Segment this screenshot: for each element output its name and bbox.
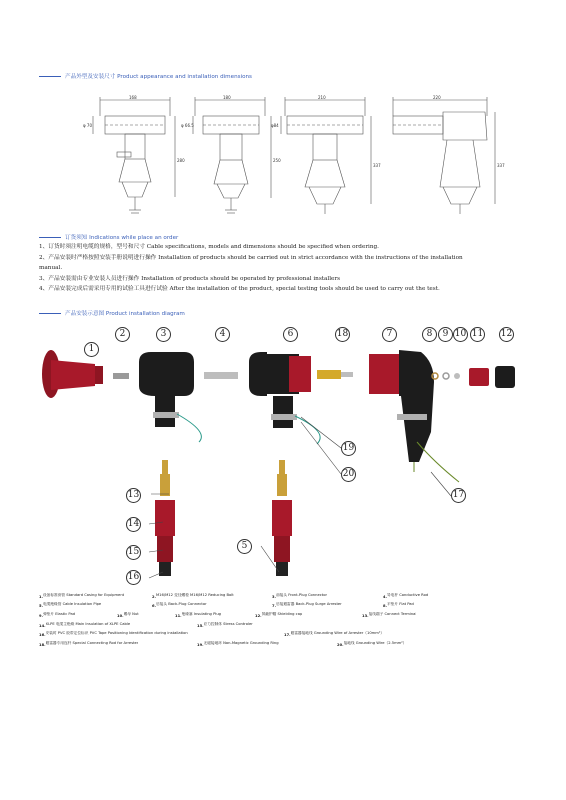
dimension-drawings <box>75 92 530 222</box>
legend-row <box>39 601 554 611</box>
callout-19: 19 <box>341 441 356 456</box>
callout-17: 17 <box>451 488 466 503</box>
legend-item: 13.接线端子 Connect Terminal <box>362 611 417 618</box>
callout-16: 16 <box>126 570 141 585</box>
leader-lines <box>149 417 451 578</box>
legend-item: 6.后接头 Back-Plug Connector <box>152 602 207 609</box>
callout-8: 8 <box>422 327 437 342</box>
order-notes <box>39 242 549 295</box>
installation-diagram-svg <box>39 322 549 584</box>
installation-diagram <box>39 322 549 584</box>
callout-6: 6 <box>283 327 298 342</box>
dim-d4-top: 220 <box>433 95 441 100</box>
conductive-rod-part <box>204 372 238 379</box>
legend-item: 8.平垫片 Flat Pad <box>383 602 414 609</box>
heading-dash <box>39 313 61 314</box>
section-heading-indications <box>39 233 178 241</box>
arrester-rod-part <box>317 370 353 379</box>
legend-row <box>39 620 554 630</box>
shielding-cap-part <box>495 366 515 388</box>
legend-item: 11.绝缘塞 Insulating Plug <box>175 611 221 618</box>
dim-d3-right: 337 <box>373 163 381 168</box>
dim-d1-top: 168 <box>129 95 137 100</box>
dim-d3-top: 210 <box>318 95 326 100</box>
dim-d2-top: 180 <box>223 95 231 100</box>
dim-d4-right: 337 <box>497 163 505 168</box>
section-heading-installation <box>39 309 185 317</box>
legend-item: 14.XLPE 电缆主绝缘 Main Insulation of XLPE Cable <box>39 621 131 628</box>
callout-5: 5 <box>237 539 252 554</box>
surge-arrester-part <box>369 350 459 482</box>
heading-dash <box>39 237 61 238</box>
callout-7: 7 <box>382 327 397 342</box>
callout-13: 13 <box>126 488 141 503</box>
legend-item: 15.应力控制体 Stress Controler <box>197 621 253 628</box>
legend-item: 2.M16/M12 变径螺栓 M16/M12 Reducing Bolt <box>152 592 234 599</box>
legend-item: 16.安装时 PVC 胶带定位标识 PVC Tape Positioning Identification during installation <box>39 631 188 638</box>
dimension-drawings-svg <box>75 92 530 222</box>
callout-20: 20 <box>341 467 356 482</box>
dim-d3-left: φ84 <box>271 123 279 128</box>
dim-d2-left: φ 66.5 <box>181 123 194 128</box>
legend-item: 12.屏蔽护帽 Shielding cap <box>255 611 303 618</box>
legend-row <box>39 629 554 639</box>
legend-item: 5.电缆绝缘管 Cable Insulation Pipe <box>39 602 102 609</box>
nut-part <box>454 373 460 379</box>
legend-item: 20.接地线 Grounding Wire（2.5mm²） <box>337 640 407 647</box>
legend-item: 1.设备标准套管 Standard Casing for Equipment <box>39 592 125 599</box>
note-line: 1、订货时须注明电缆的规格，型号和尺寸 Cable specifications, models and dimensions should be specified when ordering. <box>39 244 379 250</box>
front-plug-connector-part <box>139 352 201 576</box>
drawing-3 <box>271 95 381 214</box>
legend-item: 17.避雷器接地线 Grounding Wire of Arrester（10mm²） <box>284 631 385 638</box>
note-line: manual. <box>39 265 63 272</box>
elastic-pad-part <box>443 373 449 379</box>
legend-item: 4.导电杆 Conductive Rod <box>383 592 429 599</box>
back-plug-connector-part <box>249 352 320 576</box>
callout-9: 9 <box>438 327 453 342</box>
legend-item: 19.无磁接地环 Non-Magnetic Grounding Ring <box>197 640 279 647</box>
standard-casing-part <box>42 350 103 398</box>
note-line: 4、产品安装完成后需采用专用的试验工具进行试验 After the installation of the product, special testing tools should be used to carry out the test. <box>39 286 440 293</box>
drawing-4 <box>393 95 505 214</box>
legend-item: 7.后接避雷器 Back-Plug Surge Arrester <box>272 602 342 609</box>
legend-item: 9.弹垫片 Elastic Pad <box>39 611 76 618</box>
drawing-1 <box>83 95 185 213</box>
legend-item: 10.螺母 Nut <box>117 611 139 618</box>
legend-item: 3.前接头 Front-Plug Connector <box>272 592 327 599</box>
section-heading-appearance <box>39 72 252 80</box>
callout-14: 14 <box>126 517 141 532</box>
callout-4: 4 <box>215 327 230 342</box>
drawing-2 <box>181 95 281 213</box>
callout-1: 1 <box>84 342 99 357</box>
heading-text: 产品外型及安装尺寸 Product appearance and installation dimensions <box>65 74 252 80</box>
legend-row <box>39 610 554 620</box>
note-line: 3、产品安装需由专业安装人员进行操作 Installation of products should be operated by professional installers <box>39 275 341 282</box>
legend-row <box>39 591 554 601</box>
heading-dash <box>39 76 61 77</box>
reducing-bolt-part <box>113 373 129 379</box>
dim-d2-right: 250 <box>273 158 281 163</box>
legend-item: 18.避雷器专用连杆 Special Connecting Rod for Arrester <box>39 640 139 647</box>
callout-10: 10 <box>453 327 468 342</box>
legend-row <box>39 639 554 649</box>
parts-legend <box>39 591 554 649</box>
insulating-plug-part <box>469 368 489 386</box>
dim-d1-left: φ 70 <box>83 123 92 128</box>
callout-11: 11 <box>470 327 485 342</box>
note-line: 2、产品安装时严格按照安装手册说明进行操作 Installation of products should be carried out in strict accordance with the instructions of the installation <box>39 254 463 261</box>
callout-2: 2 <box>115 327 130 342</box>
callout-3: 3 <box>156 327 171 342</box>
callout-18: 18 <box>335 327 350 342</box>
callout-12: 12 <box>499 327 514 342</box>
dim-d1-right: 280 <box>177 158 185 163</box>
heading-text: 订货须知 Indications while place an order <box>65 235 179 241</box>
heading-text: 产品安装示意图 Product installation diagram <box>65 311 185 317</box>
callout-15: 15 <box>126 545 141 560</box>
